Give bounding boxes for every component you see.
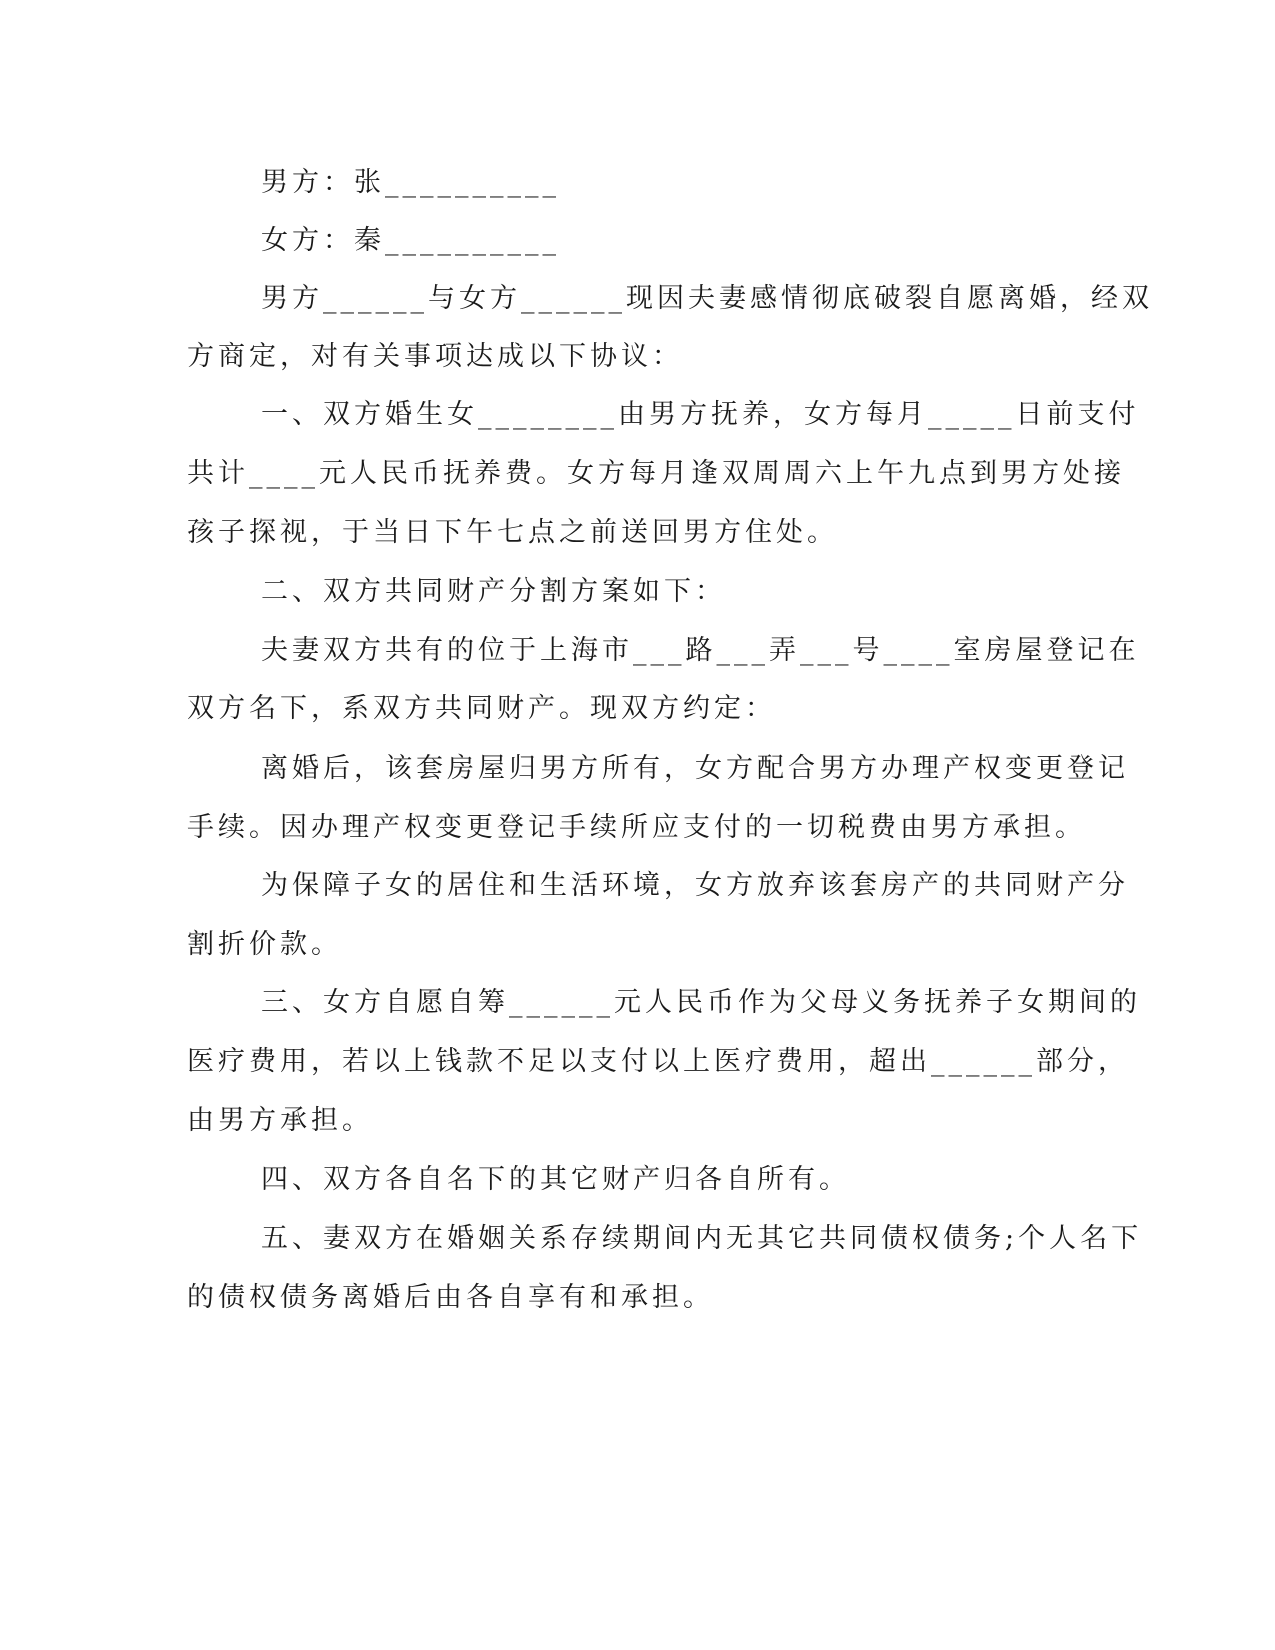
- clause-2-line-3: 离婚后，该套房屋归男方所有，女方配合男方办理产权变更登记: [261, 753, 1129, 784]
- clause-3-line-3: 由男方承担。: [187, 1105, 373, 1136]
- clause-1-line-3: 孩子探视，于当日下午七点之前送回男方住处。: [187, 517, 838, 548]
- clause-3-line-2: 医疗费用，若以上钱款不足以支付以上医疗费用，超出______部分，: [187, 1046, 1129, 1077]
- husband-name-line: 男方：张__________: [261, 167, 560, 198]
- clause-3-line-1: 三、女方自愿自筹______元人民币作为父母义务抚养子女期间的: [261, 987, 1141, 1018]
- clause-1-line-2: 共计____元人民币抚养费。女方每月逢双周周六上午九点到男方处接: [187, 458, 1125, 489]
- clause-2-line-6: 割折价款。: [187, 929, 342, 960]
- wife-name-line: 女方：秦__________: [261, 225, 560, 256]
- clause-2-heading: 二、双方共同财产分割方案如下：: [261, 576, 726, 607]
- clause-4-line-1: 四、双方各自名下的其它财产归各自所有。: [261, 1164, 850, 1195]
- clause-1-line-1: 一、双方婚生女________由男方抚养，女方每月_____日前支付: [261, 399, 1140, 430]
- preamble-line-1: 男方______与女方______现因夫妻感情彻底破裂自愿离婚，经双: [261, 283, 1153, 314]
- clause-5-line-1: 五、妻双方在婚姻关系存续期间内无其它共同债权债务;个人名下: [261, 1223, 1143, 1254]
- clause-5-line-2: 的债权债务离婚后由各自享有和承担。: [187, 1282, 714, 1313]
- preamble-line-2: 方商定，对有关事项达成以下协议：: [187, 341, 683, 372]
- clause-2-line-1: 夫妻双方共有的位于上海市___路___弄___号____室房屋登记在: [261, 635, 1140, 666]
- clause-2-line-2: 双方名下，系双方共同财产。现双方约定：: [187, 693, 776, 724]
- clause-2-line-5: 为保障子女的居住和生活环境，女方放弃该套房产的共同财产分: [261, 870, 1129, 901]
- clause-2-line-4: 手续。因办理产权变更登记手续所应支付的一切税费由男方承担。: [187, 812, 1086, 843]
